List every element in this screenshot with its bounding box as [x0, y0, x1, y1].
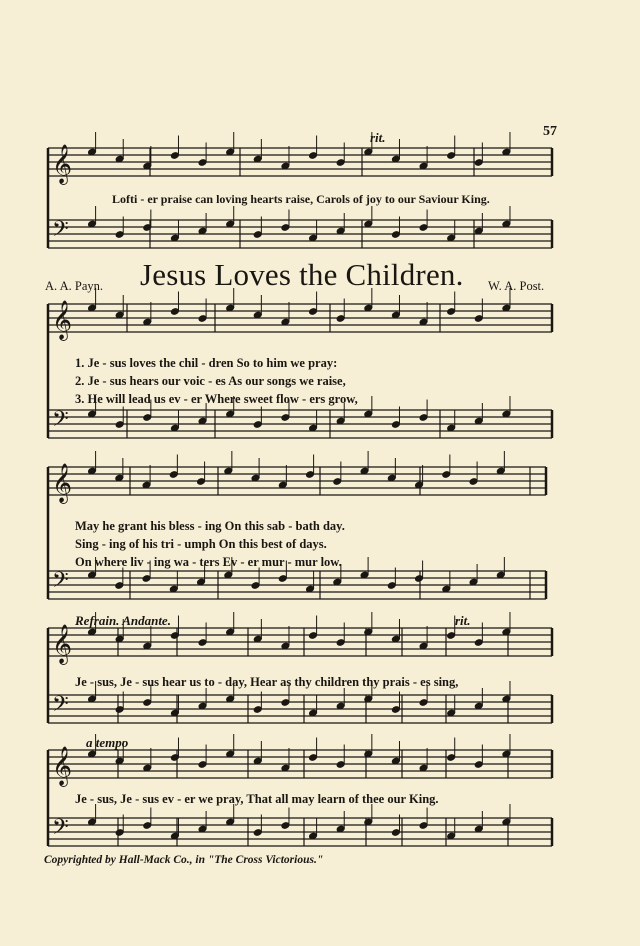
- bass-clef-icon: 𝄢: [52, 568, 69, 598]
- verse-3-line-1: 3. He will lead us ev - er Where sweet flow - ers grow,: [75, 392, 358, 406]
- treble-clef-icon: 𝄞: [52, 463, 73, 503]
- verse-2-line-2: Sing - ing of his tri - umph On this best of days.: [75, 537, 327, 551]
- verse-2-line-1: 2. Je - sus hears our voic - es As our songs we raise,: [75, 374, 346, 388]
- verse-3-line-2: On where liv - ing wa - ters Ev - er mur - mur low.: [75, 555, 342, 569]
- bass-clef-icon: 𝄢: [52, 217, 69, 247]
- refrain-lyric-2: Je - sus, Je - sus ev - er we pray, That all may learn of thee our King.: [75, 792, 439, 806]
- verse-1-line-1: 1. Je - sus loves the chil - dren So to him we pray:: [75, 356, 338, 370]
- ritardando-mark-top: rit.: [370, 130, 386, 145]
- hymn-title: Jesus Loves the Children.: [140, 257, 464, 292]
- treble-clef-icon: 𝄞: [52, 144, 73, 184]
- treble-clef-icon: 𝄞: [52, 624, 73, 664]
- lyric-top-line: Lofti - er praise can loving hearts raise, Carols of joy to our Saviour King.: [112, 192, 490, 206]
- treble-clef-icon: 𝄞: [52, 300, 73, 340]
- verse-1-line-2: May he grant his bless - ing On this sab - bath day.: [75, 519, 345, 533]
- treble-clef-icon: 𝄞: [52, 746, 73, 786]
- bass-clef-icon: 𝄢: [52, 692, 69, 722]
- bass-clef-icon: 𝄢: [52, 815, 69, 845]
- ritardando-mark-refrain: rit.: [455, 613, 471, 628]
- page-number: 57: [543, 124, 557, 139]
- hymn-author: A. A. Payn.: [45, 279, 103, 293]
- copyright-notice: Copyrighted by Hall-Mack Co., in "The Cross Victorious.": [44, 854, 324, 866]
- refrain-lyric-1: Je - sus, Je - sus hear us to - day, Hear as thy children thy prais - es sing,: [75, 675, 459, 689]
- hymn-composer: W. A. Post.: [488, 279, 545, 293]
- refrain-label: Refrain. Andante.: [75, 613, 171, 628]
- bass-clef-icon: 𝄢: [52, 407, 69, 437]
- a-tempo-mark: a tempo: [86, 735, 129, 750]
